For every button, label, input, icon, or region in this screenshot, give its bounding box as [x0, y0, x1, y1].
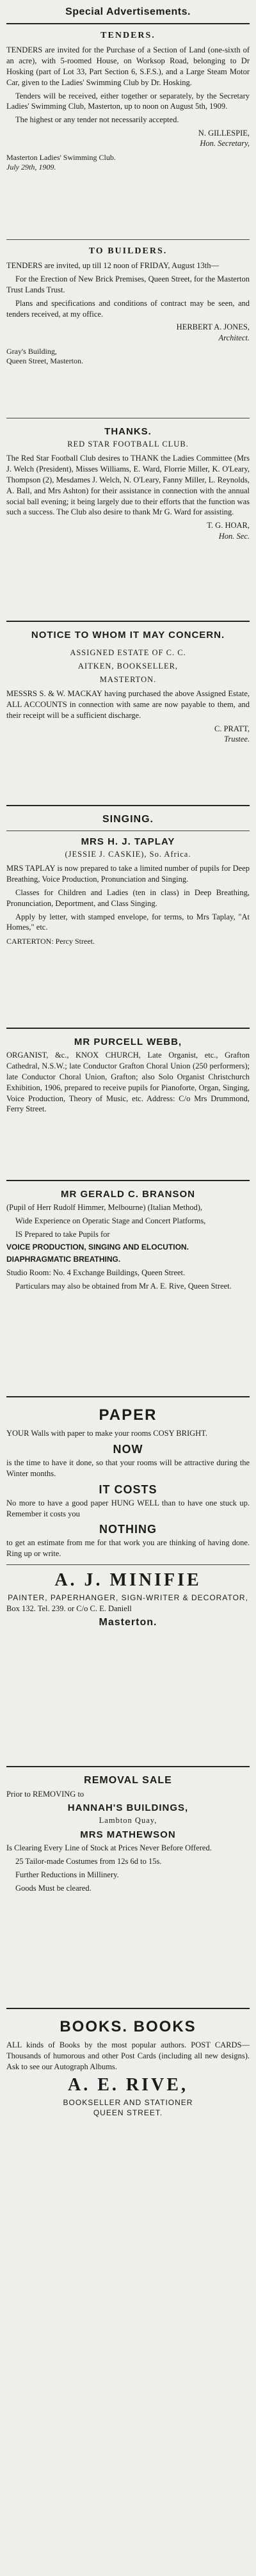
advertiser-name: A. E. RIVE,	[68, 2074, 188, 2095]
teacher-name: MRS H. J. TAPLAY	[81, 836, 175, 847]
ad-singing	[6, 811, 250, 1022]
signature-name: N. GILLESPIE,	[198, 129, 250, 138]
ad-body: IS Prepared to take Pupils for	[15, 1229, 110, 1239]
ad-body: The highest or any tender not necessarily accepted.	[15, 115, 179, 125]
ad-body: Tenders will be received, either together or separately, by the Secretary Ladies' Swimming Club, Masterton, up to noon on August 5th, 1909.	[6, 91, 250, 111]
ad-title: THANKS.	[104, 426, 152, 437]
ad-body: MESSRS S. & W. MACKAY having purchased the above Assigned Estate, ALL ACCOUNTS in connection with same are now payable to them, and their receipt will be a sufficient discharge.	[6, 689, 250, 720]
ad-body: Studio Room: No. 4 Exchange Buildings, Queen Street.	[6, 1268, 186, 1277]
ad-subtitle: MASTERTON.	[99, 675, 157, 684]
divider	[6, 239, 250, 240]
ad-body: TENDERS are invited for the Purchase of a Section of Land (one-sixth of an acre), with 5-roomed House, on Worksop Road, belonging to Dr Hosking (part of Lot 33, Part Section 6, S.F.S.), and a Large Steam Motor Car, given to the Ladies' Swimming Club by Dr. Hosking.	[6, 45, 250, 87]
ad-title: TO BUILDERS.	[88, 246, 168, 256]
divider	[6, 23, 250, 24]
signature	[6, 128, 250, 149]
ad-highlight: NOTHING	[99, 1523, 157, 1536]
ad-paper	[6, 1403, 250, 1761]
ad-title: BOOKS. BOOKS	[60, 2018, 196, 2035]
signature-role: Trustee.	[224, 734, 250, 743]
divider	[6, 2008, 250, 2009]
ad-body: For the Erection of New Brick Premises, Queen Street, for the Masterton Trust Lands Trust.	[6, 274, 250, 294]
ad-body: Plans and specifications and conditions of contract may be seen, and tenders received, at my office.	[6, 298, 250, 319]
advertiser-trade: PAINTER, PAPERHANGER, SIGN-WRITER & DECORATOR,	[8, 1593, 248, 1603]
ad-highlight: NOW	[113, 1442, 143, 1456]
advertiser-name: A. J. MINIFIE	[54, 1570, 202, 1591]
page-header: Special Advertisements.	[65, 6, 191, 17]
ad-body: to get an estimate from me for that work you are thinking of having done. Ring up or write.	[6, 1538, 250, 1559]
divider	[6, 1180, 250, 1181]
ad-subtitle: Lambton Quay,	[99, 1815, 157, 1825]
ad-body: Particulars may also be obtained from Mr A. E. Rive, Queen Street.	[15, 1281, 232, 1291]
advertiser-trade: BOOKSELLER AND STATIONER	[63, 2097, 193, 2107]
ad-title: TENDERS.	[100, 31, 156, 40]
ad-title: SINGING.	[102, 814, 154, 825]
ad-title: NOTICE TO WHOM IT MAY CONCERN.	[31, 630, 225, 640]
ad-thanks	[6, 424, 250, 616]
ad-title: MR GERALD C. BRANSON	[61, 1189, 195, 1200]
ad-highlight: DIAPHRAGMATIC BREATHING.	[6, 1255, 121, 1264]
ad-body: ORGANIST, &c., KNOX CHURCH, Late Organist, etc., Grafton Cathedral, N.S.W.; late Conductor Grafton Choral Union (250 performers); late Conductor Choral Union, Grafton; also Solo Organist Christchurch Exhibition, 1906, prepared to receive pupils for Pianoforte, Organ, Singing, Voice Production, Theory of Music, etc. Address: C/o Mrs Drummond, Ferry Street.	[6, 1051, 250, 1114]
ad-removal	[6, 1772, 250, 2003]
ad-body: TENDERS are invited, up till 12 noon of FRIDAY, August 13th—	[6, 261, 219, 270]
ad-highlight: IT COSTS	[99, 1483, 157, 1496]
ad-subtitle: HANNAH'S BUILDINGS,	[67, 1802, 189, 1813]
ad-body: Wide Experience on Operatic Stage and Concert Platforms,	[15, 1216, 206, 1225]
address-line: Gray's Building,	[6, 346, 57, 356]
signature-role: Hon. Secretary,	[200, 139, 250, 148]
address-line: Box 132. Tel. 239. or C/o C. E. Daniell	[6, 1604, 132, 1614]
ad-meta	[6, 153, 250, 173]
ad-body: MRS TAPLAY is now prepared to take a limited number of pupils for Deep Breathing, Voice Production, Pronunciation and Singing.	[6, 864, 250, 884]
divider	[6, 805, 250, 806]
advertiser-street: QUEEN STREET.	[93, 2108, 163, 2117]
signature	[6, 520, 250, 541]
ad-body: Goods Must be cleared.	[15, 1883, 92, 1893]
divider	[6, 621, 250, 622]
ad-books	[6, 2014, 250, 2206]
divider	[6, 1396, 250, 1397]
ad-highlight: VOICE PRODUCTION, SINGING AND ELOCUTION.	[6, 1242, 189, 1252]
ad-subtitle: AITKEN, BOOKSELLER,	[77, 662, 179, 671]
address-line: Queen Street, Masterton.	[6, 356, 83, 366]
ad-body: (Pupil of Herr Rudolf Himmer, Melbourne) (Italian Method),	[6, 1203, 203, 1212]
ad-meta	[6, 347, 250, 367]
ad-body: Is Clearing Every Line of Stock at Prices Never Before Offered.	[6, 1843, 212, 1852]
ad-date: July 29th, 1909.	[6, 163, 56, 172]
ad-title: PAPER	[99, 1406, 157, 1424]
signature-name: HERBERT A. JONES,	[176, 322, 250, 332]
ad-body: 25 Tailor-made Costumes from 12s 6d to 15s.	[15, 1856, 162, 1866]
ad-body: Apply by letter, with stamped envelope, for terms, to Mrs Taplay, "At Homes," etc.	[6, 912, 250, 932]
ad-body: Classes for Children and Ladies (ten in class) in Deep Breathing, Pronunciation, Deportment, and Class Singing.	[6, 887, 250, 908]
ad-builders	[6, 245, 250, 413]
advertiser-name: MRS MATHEWSON	[80, 1829, 176, 1840]
signature-name: T. G. HOAR,	[207, 521, 250, 530]
ad-body: The Red Star Football Club desires to THANK the Ladies Committee (Mrs J. Welch (President), Misses Williams, E. Ward, Florrie Miller, K. O'Leary, Thompson (2), Mesdames J. Welch, N. O'Leary, Fanny Miller, L. Reynolds, A. Ball, and Mrs Ashton) for their assistance in connection with the annual social ball evening; it being largely due to their efforts that the function was such a success. The Club also desire to thank Mr G. Ward for assisting.	[6, 454, 250, 517]
divider	[6, 1028, 250, 1029]
ad-branson	[6, 1186, 250, 1391]
signature-name: C. PRATT,	[214, 724, 250, 733]
ad-body: No more to have a good paper HUNG WELL than to have one stuck up. Remember it costs you	[6, 1498, 250, 1518]
ad-notice	[6, 627, 250, 800]
signature-role: Architect.	[218, 333, 250, 342]
signature	[6, 322, 250, 343]
teacher-subtitle: (JESSIE J. CASKIE), So. Africa.	[65, 850, 191, 859]
advertiser-town: Masterton.	[99, 1617, 157, 1628]
divider	[6, 1564, 250, 1565]
ad-body: YOUR Walls with paper to make your rooms COSY BRIGHT.	[6, 1429, 208, 1438]
divider	[6, 1766, 250, 1767]
ad-subtitle: RED STAR FOOTBALL CLUB.	[67, 440, 189, 449]
ad-body: Further Reductions in Millinery.	[15, 1870, 119, 1879]
signature-role: Hon. Sec.	[218, 531, 250, 541]
ad-body: is the time to have it done, so that your rooms will be attractive during the Winter months.	[6, 1458, 250, 1478]
ad-title: MR PURCELL WEBB,	[74, 1037, 182, 1047]
ad-tenders	[6, 29, 250, 234]
club-name: Masterton Ladies' Swimming Club.	[6, 152, 116, 162]
ad-body: Prior to REMOVING to	[6, 1790, 84, 1799]
address-line: CARTERTON: Percy Street.	[6, 937, 95, 946]
ad-webb	[6, 1034, 250, 1175]
ad-body: ALL kinds of Books by the most popular authors. POST CARDS—Thousands of humorous and other Post Cards (including all new designs). Ask to see our Autograph Albums.	[6, 2040, 250, 2071]
signature	[6, 724, 250, 745]
ad-subtitle: ASSIGNED ESTATE OF C. C.	[70, 648, 186, 657]
ad-title: REMOVAL SALE	[84, 1775, 172, 1786]
